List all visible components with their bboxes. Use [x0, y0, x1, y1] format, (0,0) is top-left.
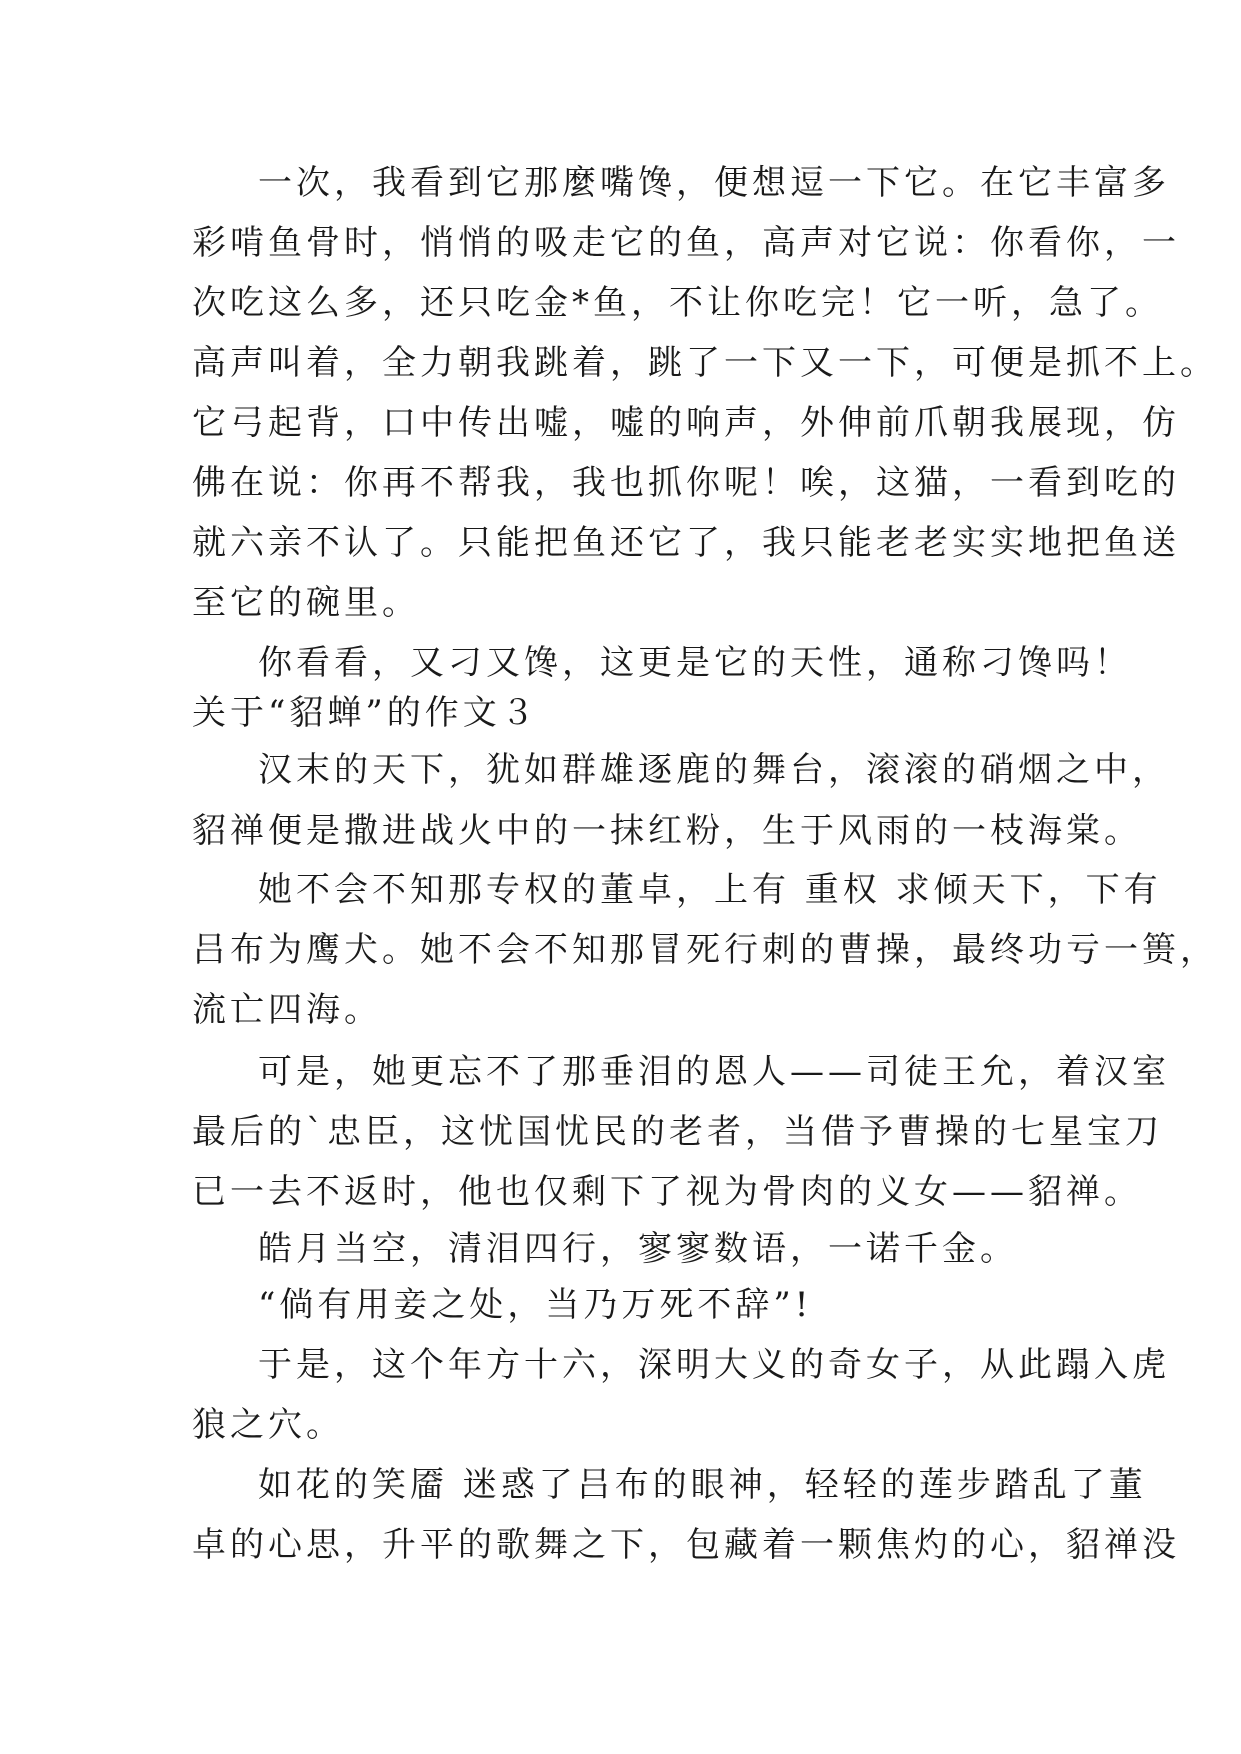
- paragraph-line: 狼之穴。: [192, 1405, 344, 1445]
- paragraph-line: 如花的笑靥 迷惑了吕布的眼神，轻轻的莲步踏乱了董: [258, 1465, 1147, 1505]
- paragraph-line: 貂禅便是撒进战火中的一抹红粉，生于风雨的一枝海棠。: [192, 811, 1142, 851]
- paragraph-line: 卓的心思，升平的歌舞之下，包藏着一颗焦灼的心，貂禅没: [192, 1525, 1180, 1565]
- paragraph-line: 她不会不知那专权的董卓，上有 重权 求倾天下，下有: [258, 870, 1162, 910]
- paragraph-line: “倘有用妾之处，当乃万死不辞”!: [258, 1285, 813, 1325]
- paragraph-line: 它弓起背，口中传出嘘，嘘的响声，外伸前爪朝我展现，仿: [192, 403, 1180, 443]
- paragraph-line: 可是，她更忘不了那垂泪的恩人——司徒王允，着汉室: [258, 1052, 1170, 1092]
- paragraph-line: 汉末的天下，犹如群雄逐鹿的舞台，滚滚的硝烟之中，: [258, 750, 1170, 790]
- paragraph-line: 次吃这么多，还只吃金*鱼，不让你吃完！它一听，急了。: [192, 283, 1163, 323]
- paragraph-line: 已一去不返时，他也仅剩下了视为骨肉的义女——貂禅。: [192, 1172, 1142, 1212]
- paragraph-line: 流亡四海。: [192, 990, 382, 1030]
- paragraph-line: 就六亲不认了。只能把鱼还它了，我只能老老实实地把鱼送: [192, 523, 1180, 563]
- paragraph-line: 一次，我看到它那麼嘴馋，便想逗一下它。在它丰富多: [258, 163, 1170, 203]
- paragraph-line: 高声叫着，全力朝我跳着，跳了一下又一下，可便是抓不上。: [192, 343, 1218, 383]
- paragraph-line: 于是，这个年方十六，深明大义的奇女子，从此蹋入虎: [258, 1345, 1170, 1385]
- paragraph-line: 皓月当空，清泪四行，寥寥数语，一诺千金。: [258, 1229, 1018, 1269]
- section-title: 关于“貂蝉”的作文３: [192, 693, 539, 733]
- paragraph-line: 你看看，又刁又馋，这更是它的天性，通称刁馋吗！: [258, 643, 1132, 683]
- paragraph-line: 最后的`忠臣，这忧国忧民的老者，当借予曹操的七星宝刀: [192, 1112, 1163, 1152]
- paragraph-line: 佛在说：你再不帮我，我也抓你呢！唉，这猫，一看到吃的: [192, 463, 1180, 503]
- paragraph-line: 吕布为鹰犬。她不会不知那冒死行刺的曹操，最终功亏一篑，: [192, 930, 1218, 970]
- paragraph-line: 至它的碗里。: [192, 583, 420, 623]
- paragraph-line: 彩啃鱼骨时，悄悄的吸走它的鱼，高声对它说：你看你，一: [192, 223, 1180, 263]
